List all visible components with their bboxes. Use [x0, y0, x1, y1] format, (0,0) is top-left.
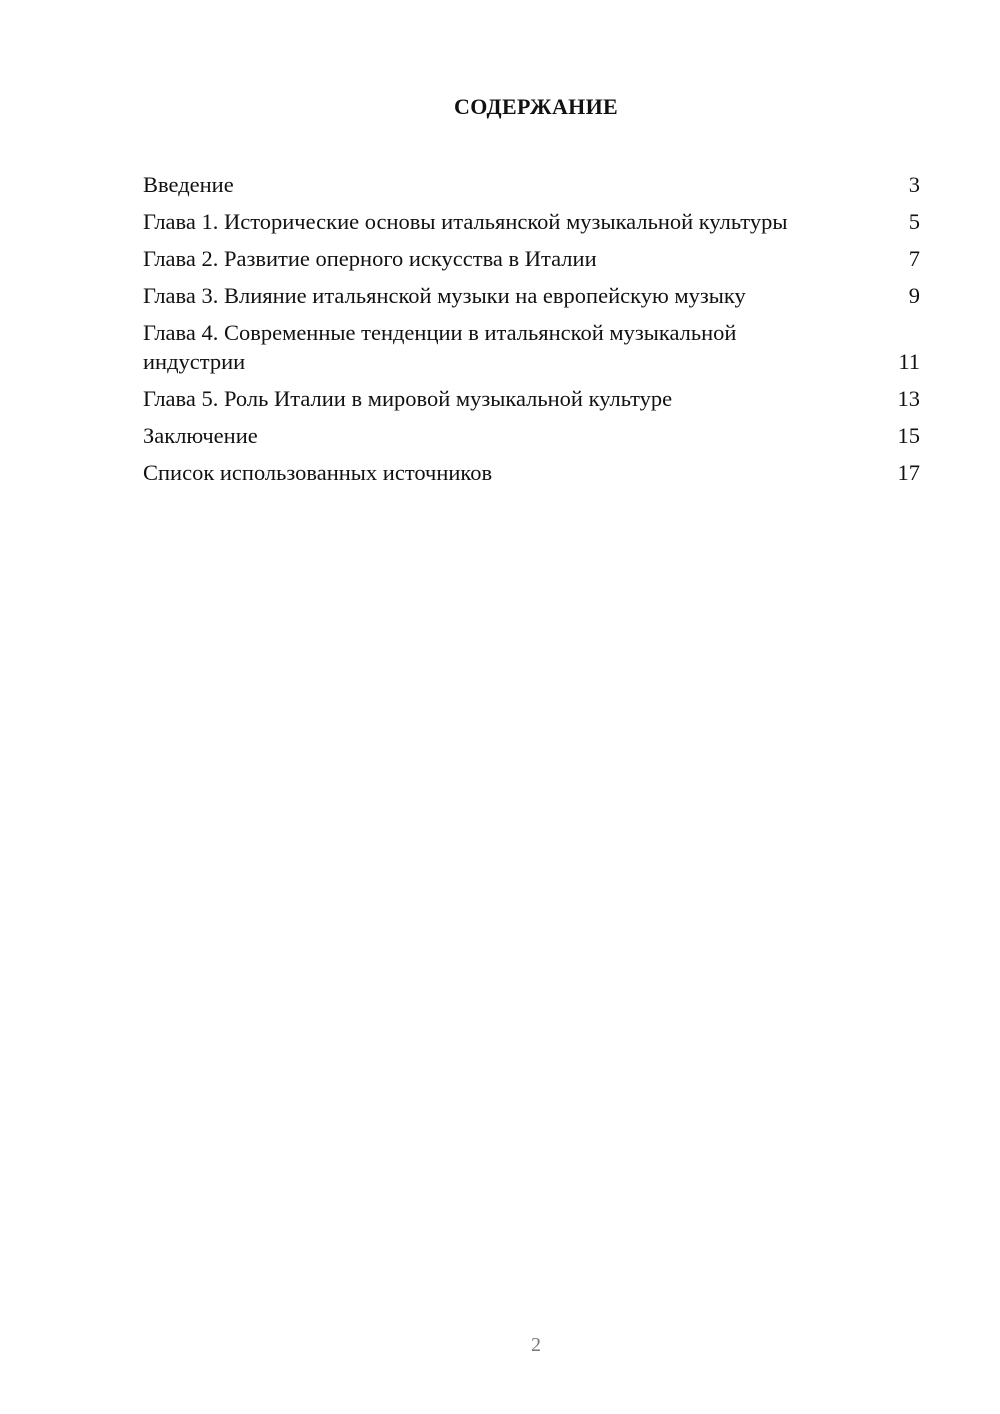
toc-entry-page: 7	[908, 246, 920, 271]
toc-entry-page: 17	[897, 460, 920, 485]
toc-entry-page: 3	[908, 172, 920, 197]
page-number: 2	[531, 1334, 541, 1356]
toc-entry-chapter-3	[143, 281, 920, 310]
toc-entry-references	[143, 458, 920, 487]
toc-entry-text: Глава 5. Роль Италии в мировой музыкальной культуре	[143, 386, 673, 411]
toc-entry-page: 5	[908, 209, 920, 234]
toc-entry-page: 15	[897, 423, 920, 448]
toc-entry-text: Список использованных источников	[143, 460, 493, 485]
toc-entry-chapter-4	[143, 318, 920, 376]
toc-entry-text: Глава 1. Исторические основы итальянской музыкальной культуры	[143, 209, 788, 234]
toc-entry-page: 13	[897, 386, 920, 411]
toc-entry-introduction	[143, 170, 920, 199]
toc-entry-chapter-1	[143, 207, 920, 236]
toc-entry-chapter-2	[143, 244, 920, 273]
toc-entry-text: Глава 4. Современные тенденции в итальянской музыкальной индустрии	[143, 320, 737, 374]
toc-entry-text: Введение	[143, 172, 234, 197]
toc-entry-page: 9	[908, 283, 920, 308]
toc-entry-conclusion	[143, 421, 920, 450]
toc-entry-page: 11	[898, 349, 920, 374]
toc-entry-text: Глава 2. Развитие оперного искусства в Италии	[143, 246, 597, 271]
toc-entry-text: Заключение	[143, 423, 258, 448]
toc-entry-chapter-5	[143, 384, 920, 413]
table-of-contents	[143, 170, 920, 495]
page-title: СОДЕРЖАНИЕ	[454, 94, 618, 119]
toc-entry-text: Глава 3. Влияние итальянской музыки на европейскую музыку	[143, 283, 746, 308]
